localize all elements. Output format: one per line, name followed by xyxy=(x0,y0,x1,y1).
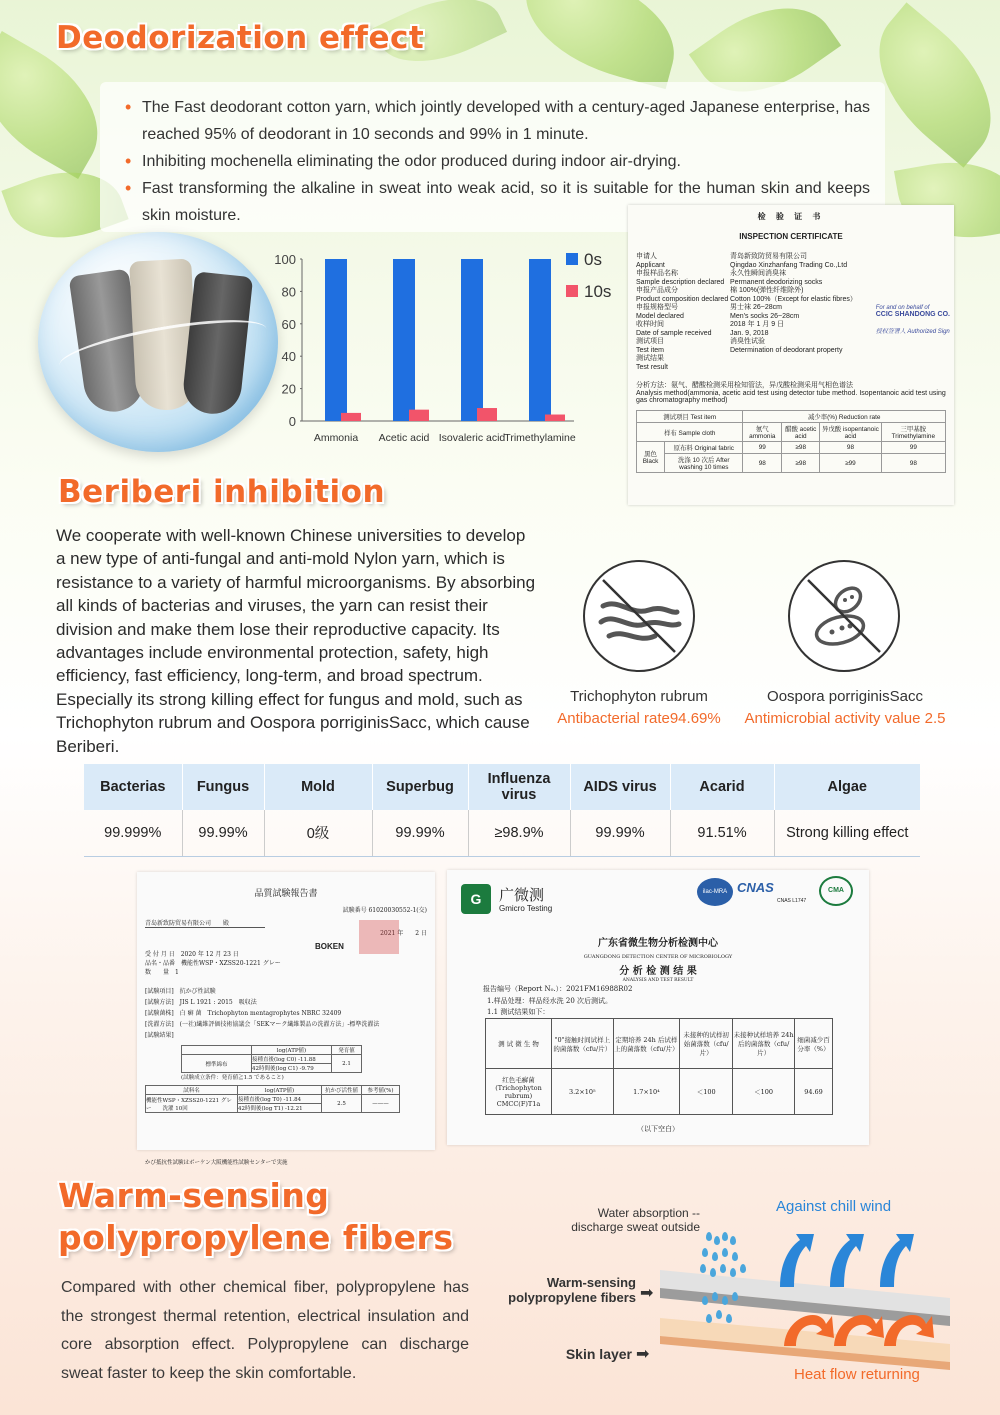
table-cell: 91.51% xyxy=(670,810,774,856)
y-tick-label: 100 xyxy=(274,252,296,267)
jp-table-1 xyxy=(181,1045,362,1073)
jp-report-lines xyxy=(145,986,427,1041)
water-drop-icon xyxy=(722,1232,728,1241)
skin-layer-label: Skin layer xyxy=(565,1346,632,1362)
jp-t1-val: 2.1 xyxy=(332,1055,362,1073)
y-tick-label: 40 xyxy=(281,349,296,365)
cert-key-cn: 收样时间 xyxy=(636,321,664,328)
cn-table-cell: 1.7×10⁴ xyxy=(613,1069,680,1115)
water-drop-icon xyxy=(730,1236,736,1245)
oospora-icon xyxy=(788,560,900,672)
chill-wind-label: Against chill wind xyxy=(776,1198,892,1215)
table-header: AIDS virus xyxy=(570,764,670,810)
jp-t2-row: 42時間後(log T1) -12.21 xyxy=(238,1104,322,1113)
table-header: Acarid xyxy=(670,764,774,810)
jp-report-note: (試験成立条件：発育値≧1.5 であること) xyxy=(181,1075,284,1081)
table-header: Mold xyxy=(264,764,372,810)
cert-table-cell: 99 xyxy=(881,442,945,454)
cn-report-table xyxy=(485,1018,833,1115)
cert-stamp-name: CCIC SHANDONG CO. xyxy=(875,311,950,318)
jp-report-stamp xyxy=(359,920,399,954)
warm-title-line-1: Warm-sensing xyxy=(58,1176,330,1215)
water-absorption-label xyxy=(530,1206,700,1234)
cert-key-cn: 申报样品名称 xyxy=(636,270,678,277)
cnas-code: CNAS L1747 xyxy=(777,898,807,904)
deodorization-title: Deodorization effect xyxy=(56,20,425,56)
gmicro-brand-cn: 广微测 xyxy=(499,886,545,904)
cn-report-line: 1.1 测试结果如下： xyxy=(487,1008,550,1016)
cert-table-rowlabel: 原布料 Original fabric xyxy=(665,442,743,454)
jp-t2-head: log(ATP値) xyxy=(238,1086,322,1095)
jp-t1-row: 接種直後(log C0) -11.88 xyxy=(252,1055,332,1064)
cert-key: Sample description declared xyxy=(636,278,725,286)
cert-key-cn: 测试结果 xyxy=(636,355,664,362)
table-cell: 0级 xyxy=(264,810,372,856)
y-tick-label: 0 xyxy=(288,414,296,429)
table-cell: ≥98.9% xyxy=(468,810,570,856)
cert-value: Cotton 100%（Except for elastic fibres） xyxy=(730,295,857,303)
cert-table-cell: ≥98 xyxy=(782,454,820,473)
cert-table-col: 异戊酸 isopentanoic acid xyxy=(820,423,881,442)
jp-report-no: 試験番号 61020030552-1(交) xyxy=(342,907,427,914)
cert-key-cn: 测试项目 xyxy=(636,338,664,345)
x-tick-label: Trimethylamine xyxy=(504,432,576,444)
cma-logo: CMA xyxy=(819,876,853,906)
jp-report-footer: かび抵抗性試験はボーケン大阪機能性試験センターで実施 xyxy=(145,1160,288,1166)
cert-key: Model declared xyxy=(636,312,684,320)
cert-row-cn xyxy=(636,355,946,364)
water-drop-icon xyxy=(740,1264,746,1273)
cn-table-cell: 3.2×10⁵ xyxy=(552,1069,614,1115)
water-drop-icon xyxy=(732,1252,738,1261)
bar-10s-ammonia xyxy=(341,413,361,421)
y-tick-label: 60 xyxy=(281,316,296,332)
cert-table-sample: 样布 Sample cloth xyxy=(637,423,743,442)
cert-row-cn xyxy=(636,287,946,296)
table-row xyxy=(84,810,920,856)
cert-value-cn xyxy=(730,355,860,364)
legend-swatch xyxy=(566,253,578,265)
cert-row-en xyxy=(636,279,946,288)
jp-t1-label: 標準綿布 xyxy=(182,1055,252,1073)
warm-title-line-2: polypropylene fibers xyxy=(58,1218,454,1257)
cert-key-cn: 申请人 xyxy=(636,253,657,260)
gmicro-brand-en: Gmicro Testing xyxy=(499,904,553,913)
japanese-test-report xyxy=(137,872,435,1166)
heat-flow-label: Heat flow returning xyxy=(794,1366,920,1383)
socks-sphere-image xyxy=(38,232,278,452)
cert-value-cn: 男士袜 26~28cm xyxy=(730,304,782,311)
water-drop-icon xyxy=(712,1252,718,1261)
warm-description: Compared with other chemical fiber, polypropylene has the strongest thermal retention, electrical insulation and core absorption effect. Polypropylene can discharge sweat faster to keep the skin comfortable. xyxy=(61,1279,469,1382)
cert-row-en xyxy=(636,262,946,271)
cert-table-rowlabel: 洗涤 10 次后 After washing 10 times xyxy=(665,454,743,473)
jp-t2-head: 抗かび活性値 xyxy=(322,1086,362,1095)
bar-10s-acetic-acid xyxy=(409,410,429,421)
legend-label: 10s xyxy=(584,282,612,301)
cert-value-cn: 棉 100%(弹性纤维除外) xyxy=(730,287,804,294)
legend-swatch xyxy=(566,285,578,297)
cert-value-cn: 永久性瞬间消臭袜 xyxy=(730,270,786,277)
table-header: Algae xyxy=(774,764,920,810)
cert-table-cell: ≥99 xyxy=(820,454,881,473)
jp-t2-label: 機能性WSP・XZSS20-1221 グレー 洗濯 10回 xyxy=(146,1095,238,1113)
jp-report-date: 2021 年 2 日 xyxy=(380,930,427,937)
fiber-label-line-1: Warm-sensing xyxy=(546,1275,636,1290)
cnas-logo: CNAS xyxy=(737,880,774,895)
cert-row-cn xyxy=(636,270,946,279)
cert-key: Test item xyxy=(636,346,665,354)
water-drop-icon xyxy=(722,1248,728,1257)
water-drop-icon xyxy=(730,1268,736,1277)
cert-row-cn xyxy=(636,338,946,347)
table-cell: 99.99% xyxy=(570,810,670,856)
water-drop-icon xyxy=(714,1236,720,1245)
table-header-row xyxy=(84,764,920,810)
fiber-label xyxy=(496,1275,636,1305)
jp-t2-row: 接種直後(log T0) -11.84 xyxy=(238,1095,322,1104)
jp-report-line: [試験菌株] 白 癬 菌 Trichophyton mentagrophytes NBRC 32409 xyxy=(145,1010,342,1017)
x-tick-label: Acetic acid xyxy=(378,432,430,444)
legend-label: 0s xyxy=(584,250,602,269)
bar-0s-isovaleric-acid xyxy=(461,259,483,421)
jp-t2-head: 参考値(%) xyxy=(362,1086,400,1095)
cert-signer: 授权签署人 Authorized Sign xyxy=(875,329,950,335)
jp-report-title: 品質試験報告書 xyxy=(254,889,318,899)
water-drop-icon xyxy=(702,1296,708,1305)
x-tick-label: Ammonia xyxy=(313,432,359,444)
cn-table-head: "0"接触时间试样上的菌落数（cfu/片） xyxy=(552,1019,614,1069)
jp-report-line: [試験結果] xyxy=(145,1032,174,1039)
cert-title-en: INSPECTION CERTIFICATE xyxy=(739,232,843,241)
cert-row-en xyxy=(636,347,946,356)
water-drop-icon xyxy=(702,1248,708,1257)
water-drop-icon xyxy=(722,1296,728,1305)
water-drop-icon xyxy=(732,1292,738,1301)
chinese-test-report xyxy=(447,870,869,1145)
water-absorption-line-1: Water absorption -- xyxy=(597,1206,700,1220)
table-cell: 99.99% xyxy=(372,810,468,856)
oospora-rate: Antimicrobial activity value 2.5 xyxy=(744,710,946,727)
water-drop-icon xyxy=(706,1314,712,1323)
x-tick-label: Isovaleric acid xyxy=(438,432,506,444)
cert-stamp-sub: For and on behalf of xyxy=(875,305,930,311)
cert-table xyxy=(636,410,946,473)
water-absorption-line-2: discharge sweat outside xyxy=(571,1220,700,1234)
y-tick-label: 80 xyxy=(281,284,296,300)
cn-table-head: 未接种的试样初始菌落数（cfu/片） xyxy=(680,1019,733,1069)
jp-report-qty: 数 量 1 xyxy=(145,969,179,976)
cert-key: Test result xyxy=(636,363,668,371)
jp-t2-head: 試料名 xyxy=(146,1086,238,1095)
cert-row-cn xyxy=(636,253,946,262)
jp-report-received: 受 付 月 日 2020 年 12 月 23 日 xyxy=(145,951,239,958)
table-header: Influenza virus xyxy=(468,764,570,810)
cn-report-title: 广东省微生物分析检测中心 xyxy=(598,938,718,949)
cert-table-col: 氨气 ammonia xyxy=(743,423,782,442)
cert-title-cn: 检 验 证 书 xyxy=(757,212,825,221)
beriberi-title: Beriberi inhibition xyxy=(58,474,386,510)
bar-0s-ammonia xyxy=(325,259,347,421)
table-cell: Strong killing effect xyxy=(774,810,920,856)
table-header: Bacterias xyxy=(84,764,182,810)
cert-table-color: 黑色 Black xyxy=(637,442,665,473)
cert-table-cell: 99 xyxy=(743,442,782,454)
jp-report-client: 青岛新致防贸易有限公司 殿 xyxy=(145,918,265,928)
bullet-item: • Fast transforming the alkaline in sweat into weak acid, so it is suitable for the human skin and keeps skin moisture. xyxy=(122,175,870,229)
jp-t1-head: log(ATP値) xyxy=(252,1046,332,1055)
jp-report-line: [試験方法] JIS L 1921 : 2015 吸収法 xyxy=(145,999,257,1006)
cert-value-cn: 消臭性试验 xyxy=(730,338,765,345)
table-cell: 99.999% xyxy=(84,810,182,856)
cn-table-cell: 红色毛癣菌 (Trichophyton rubrum) CMCC(F)T1a xyxy=(486,1069,552,1115)
cert-key: Applicant xyxy=(636,261,665,269)
cert-value: Men's socks 26~28cm xyxy=(730,312,800,320)
cert-table-cell: 98 xyxy=(881,454,945,473)
oospora-label: Oospora porriginisSacc xyxy=(767,688,923,705)
bar-0s-trimethylamine xyxy=(529,259,551,421)
cn-report-line: 1.样品处理：样品经水洗 20 次后测试。 xyxy=(487,997,613,1005)
cert-key: Date of sample received xyxy=(636,329,712,337)
cn-report-no: 报告编号（Report N₀.）：2021FM16988R02 xyxy=(483,985,633,993)
cert-value-cn: 青岛新致防贸易有限公司 xyxy=(730,253,807,260)
leaf-decoration xyxy=(511,0,689,89)
fiber-label-line-2: polypropylene fibers xyxy=(508,1290,636,1305)
jp-report-line: [洗濯方法] (一社)繊維評価技術協議会「SEKマーク繊維製品の洗濯方法」-標準洗濯法 xyxy=(145,1021,380,1028)
cn-table-head: 定期培养 24h 后试样上的菌落数（cfu/片） xyxy=(613,1019,680,1069)
chill-wind-arrows xyxy=(770,1222,930,1292)
cn-table-cell: ＜100 xyxy=(680,1069,733,1115)
cn-report-sub: 分 析 检 测 结 果 xyxy=(619,966,697,977)
skin-arrow-icon: ➡ xyxy=(636,1346,650,1363)
cert-key-cn: 申报规格型号 xyxy=(636,304,678,311)
inspection-certificate xyxy=(628,205,954,505)
cert-stamp xyxy=(876,305,950,335)
cn-table-head: 未接种试样培养 24h 后的菌落数（cfu/片） xyxy=(733,1019,795,1069)
jp-t2-val: 2.5 xyxy=(322,1095,362,1113)
jp-report-org: BOKEN xyxy=(315,942,344,951)
water-drop-icon xyxy=(706,1232,712,1241)
heat-flow-arrows xyxy=(780,1296,940,1356)
cert-key-cn: 申报产品成分 xyxy=(636,287,678,294)
cert-method-cn: 分析方法：氨气、醋酸检测采用检知管法，异戊酸检测采用气相色谱法 xyxy=(636,382,853,389)
effectiveness-table xyxy=(84,764,920,857)
y-tick-label: 20 xyxy=(281,381,296,397)
cn-report-title-en: GUANGDONG DETECTION CENTER OF MICROBIOLOGY xyxy=(583,954,733,960)
jp-table-2: 試料名 log(ATP値) 抗かび活性値 参考値(%) 機能性WSP・XZSS20-1221 グレー 洗濯 10回 接種直後(log T0) -11.84 2.5 ——— 42時間後(log T1) -12.21 xyxy=(145,1085,400,1113)
bar-0s-acetic-acid xyxy=(393,259,415,421)
cert-value: Qingdao Xinzhanfang Trading Co.,Ltd xyxy=(730,261,848,269)
bacteria-icon xyxy=(790,562,898,670)
bar-10s-trimethylamine xyxy=(545,415,565,421)
cert-value xyxy=(730,364,860,373)
bullet-item: • The Fast deodorant cotton yarn, which jointly developed with a century-aged Japanese enterprise, has reached 95% of deodorant in 10 seconds and 99% in 1 minute. xyxy=(122,94,870,148)
jp-t1-row: 42時間後(log C1) -9.79 xyxy=(252,1064,332,1073)
deodorization-bar-chart xyxy=(262,245,632,455)
water-drop-icon xyxy=(720,1264,726,1273)
bar-10s-isovaleric-acid xyxy=(477,408,497,421)
cn-table-head: 细菌减少百分率（%） xyxy=(795,1019,833,1069)
cert-table-head: 测试项目 Test item xyxy=(637,411,743,423)
cn-report-footer: （以下空白） xyxy=(637,1125,679,1133)
trichophyton-label: Trichophyton rubrum xyxy=(570,688,708,705)
cn-report-sub-en: ANALYSIS AND TEST RESULT xyxy=(622,978,694,983)
cert-key: Product composition declared xyxy=(636,295,729,303)
table-header: Superbug xyxy=(372,764,468,810)
cert-table-head: 减少率(%) Reduction rate xyxy=(743,411,946,423)
ilac-logo: ilac-MRA xyxy=(697,878,733,906)
cert-table-col: 醋酸 acetic acid xyxy=(782,423,820,442)
cert-table-cell: 98 xyxy=(743,454,782,473)
cert-value: Permanent deodorizing socks xyxy=(730,278,823,286)
water-drop-icon xyxy=(700,1264,706,1273)
jp-report-line: [試験項目] 抗かび性試験 xyxy=(145,988,216,995)
cert-table-cell: ≥98 xyxy=(782,442,820,454)
water-drop-icon xyxy=(716,1310,722,1319)
bullet-item: • Inhibiting mochenella eliminating the odor produced during indoor air-drying. xyxy=(122,148,870,175)
cert-value-cn: 2018 年 1 月 9 日 xyxy=(730,321,785,328)
cert-value: Determination of deodorant property xyxy=(730,346,843,354)
jp-report-sample: 品名・品番 機能性WSP・XZSS20-1221 グレー xyxy=(145,960,281,967)
cn-table-head: 测 试 微 生 物 xyxy=(486,1019,552,1069)
fiber-arrow-icon: ➡ xyxy=(640,1285,654,1302)
jp-t1-head: 発育値 xyxy=(332,1046,362,1055)
table-header: Fungus xyxy=(182,764,264,810)
gmicro-logo: G xyxy=(461,884,491,914)
trichophyton-rate: Antibacterial rate94.69% xyxy=(557,710,721,727)
fungus-icon xyxy=(585,562,693,670)
cert-table-col: 三甲基胺 Trimethylamine xyxy=(881,423,945,442)
beriberi-description: We cooperate with well-known Chinese universities to develop a new type of anti-fungal and anti-mold Nylon yarn, which is resistance to a variety of harmful microorganisms. By absorbing all kinds of bacterias and viruses, the yarn can resist their division and make them lose their reproductive capacity. Its advantages include environmental protection, safety, high efficiency, fast efficiency, long-term, and broad spectrum. Especially its strong killing effect for fungus and mold, such as Trichophyton rubrum and Oospora porriginisSacc, which cause Beriberi. xyxy=(56,526,536,756)
water-drop-icon xyxy=(710,1268,716,1277)
table-cell: 99.99% xyxy=(182,810,264,856)
cert-row-en xyxy=(636,296,946,305)
water-drop-icon xyxy=(712,1292,718,1301)
trichophyton-icon xyxy=(583,560,695,672)
cn-table-cell: ＜100 xyxy=(733,1069,795,1115)
cert-method-en: Analysis method(ammonia, acetic acid test using detector tube method. Isopentanoic acid test using gas chromatography method) xyxy=(636,390,946,404)
cert-row-en xyxy=(636,364,946,373)
cn-table-cell: 94.69 xyxy=(795,1069,833,1115)
water-drop-icon xyxy=(726,1314,732,1323)
cert-value: Jan. 9, 2018 xyxy=(730,329,769,337)
cert-table-cell: 98 xyxy=(820,442,881,454)
